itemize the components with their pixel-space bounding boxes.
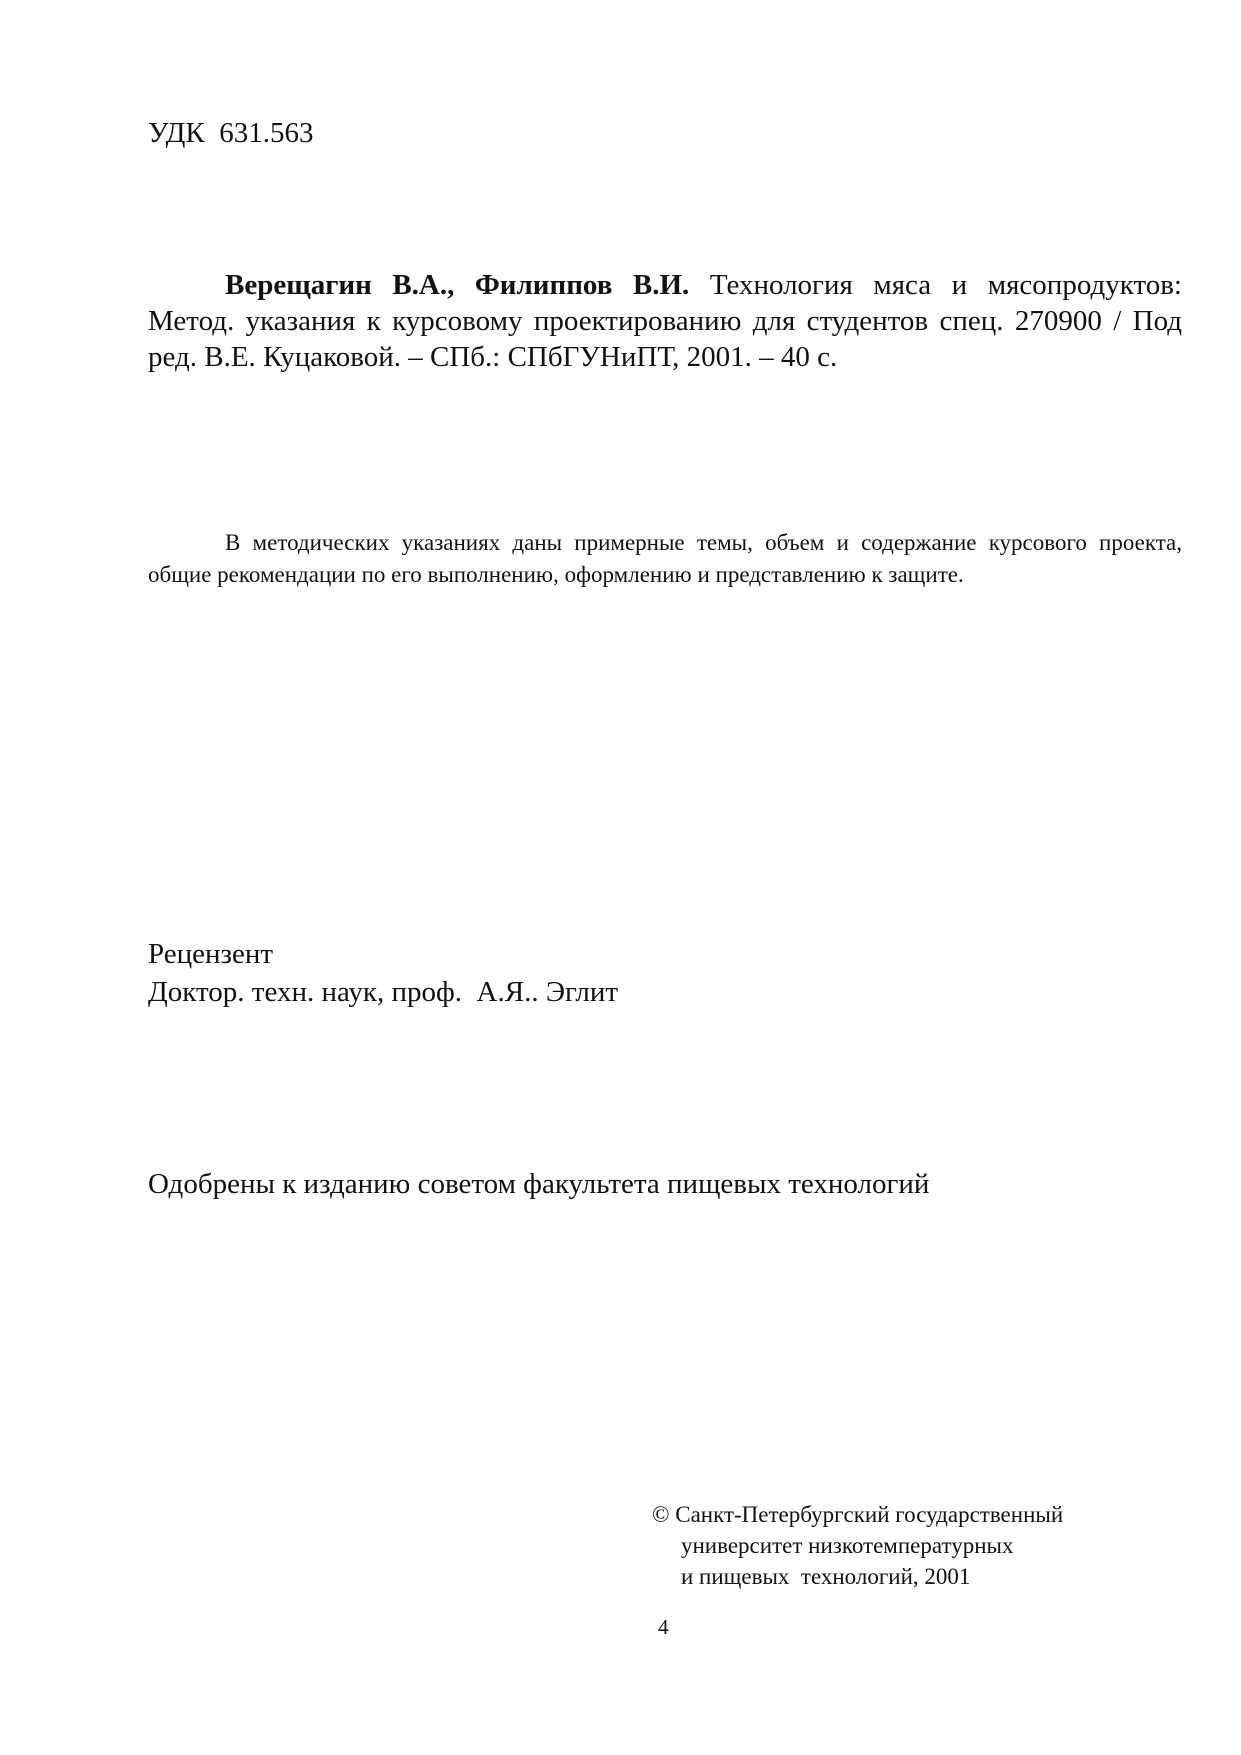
citation-authors: Верещагин В.А., Филиппов В.И.	[225, 269, 690, 301]
bibliographic-citation	[148, 267, 1182, 375]
copyright-line-2: университет низкотемпературных	[681, 1533, 1014, 1558]
reviewer-name: Доктор. техн. наук, проф. А.Я.. Эглит	[148, 976, 619, 1008]
reviewer-block	[148, 935, 618, 1011]
copyright-line-3: и пищевых технологий, 2001	[681, 1564, 971, 1589]
page-number: 4	[658, 1615, 669, 1639]
approval-note: Одобрены к изданию советом факультета пищевых технологий	[148, 1168, 930, 1200]
citation-text: Технология мяса и мясопродуктов: Метод. указания к курсовому проектированию для студентов спец. 270900 / Под ред. В.Е. Куцаковой. – СПб.: СПбГУНиПТ, 2001. – 40 с.	[148, 269, 1182, 373]
copyright-line-1: Санкт-Петербургский государственный	[675, 1502, 1064, 1527]
reviewer-label: Рецензент	[148, 938, 274, 970]
annotation-paragraph: В методических указаниях даны примерные темы, объем и содержание курсового проекта, общие рекомендации по его выполнению, оформлению и представлению к защите.	[148, 530, 1182, 587]
copyright-block	[652, 1499, 1063, 1592]
copyright-icon: ©	[652, 1502, 670, 1527]
udc-code: УДК 631.563	[148, 117, 314, 149]
